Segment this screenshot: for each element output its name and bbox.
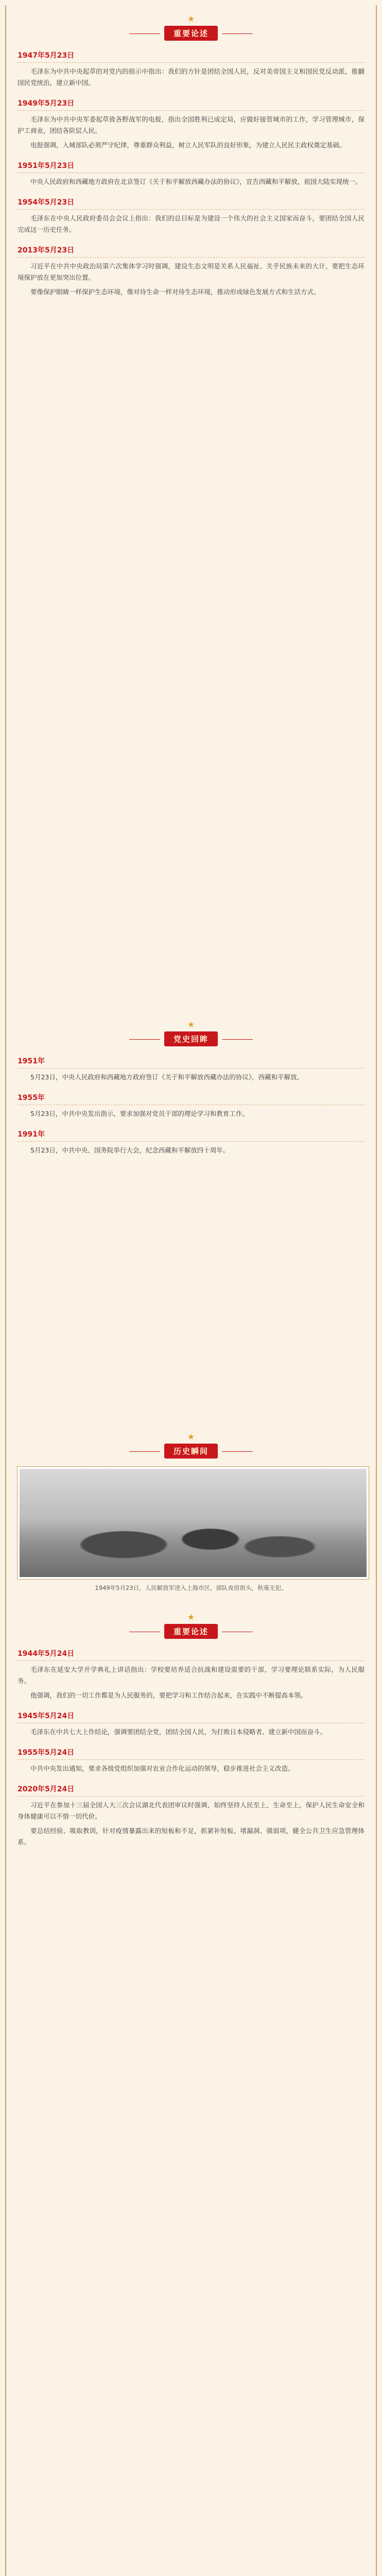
entry-paragraph: 毛泽东在中共七大上作结论，强调要团结全党，团结全国人民，为打败日本侵略者、建立新中国而奋斗。: [30, 1728, 327, 1736]
section-important-remarks-1: [18, 14, 364, 301]
entry-date: 1945年5月24日: [18, 1710, 364, 1723]
entry-date: 1991年: [18, 1129, 364, 1142]
entry-date: 1951年: [18, 1056, 364, 1069]
star-icon: ★: [187, 14, 195, 24]
section-historic-moment-1: [18, 1432, 364, 1592]
entry-paragraph: 习近平在中共中央政治局第六次集体学习时强调，建设生态文明是关系人民福祉、关乎民族未来的大计，要把生态环境保护放在更加突出位置。: [18, 262, 364, 281]
entry-date: 1947年5月23日: [18, 50, 364, 63]
star-icon: ★: [187, 1612, 195, 1622]
entry-date: 2013年5月23日: [18, 245, 364, 258]
entry-date: 1955年5月24日: [18, 1747, 364, 1760]
photo-caption: 1949年5月23日，人民解放军进入上海市区，部队夜宿街头，秋毫无犯。: [95, 1584, 287, 1591]
section-badge: 重要论述: [164, 1624, 218, 1639]
page-frame: [5, 5, 377, 2576]
entry-paragraph: 5月23日，中共中央、国务院举行大会，纪念西藏和平解放四十周年。: [30, 1146, 230, 1154]
entry-paragraph: 要像保护眼睛一样保护生态环境，像对待生命一样对待生态环境，推动形成绿色发展方式和生活方式。: [30, 288, 320, 296]
entry-date: 1955年: [18, 1092, 364, 1105]
historic-photo: [18, 1467, 369, 1579]
entry-paragraph: 毛泽东在延安大学开学典礼上讲话指出：学校要培养适合抗战和建设需要的干部，学习要理论联系实际，为人民服务。: [18, 1666, 364, 1685]
entry-paragraph: 毛泽东在中央人民政府委员会会议上指出：我们的总目标是为建设一个伟大的社会主义国家而奋斗，要团结全国人民完成这一历史任务。: [18, 214, 364, 233]
entry-paragraph: 5月23日，中央人民政府和西藏地方政府签订《关于和平解放西藏办法的协议》，西藏和平解放。: [30, 1073, 304, 1081]
entry-paragraph: 毛泽东为中共中央军委起草致各野战军的电报，指出全国胜利已成定局，应做好接管城市的工作，学习管理城市，保护工商业，团结各阶层人民。: [18, 115, 364, 134]
entry-date: 2020年5月24日: [18, 1784, 364, 1797]
entry-paragraph: 习近平在参加十三届全国人大三次会议湖北代表团审议时强调，始终坚持人民至上、生命至上，保护人民生命安全和身体健康可以不惜一切代价。: [18, 1801, 364, 1820]
entry-date: 1944年5月24日: [18, 1648, 364, 1661]
section-badge: 党史回眸: [164, 1031, 218, 1046]
entry-date: 1949年5月23日: [18, 98, 364, 111]
entry-date: 1951年5月23日: [18, 160, 364, 173]
section-history-review-1: [18, 1020, 364, 1159]
section-important-remarks-2: [18, 1613, 364, 1851]
entry-paragraph: 毛泽东为中共中央起草的对党内的指示中指出：我们的方针是团结全国人民，反对美帝国主义和国民党反动派，推翻国民党统治，建立新中国。: [18, 67, 364, 87]
entry-paragraph: 电报强调，入城部队必须严守纪律，尊重群众利益，树立人民军队的良好形象，为建立人民民主政权奠定基础。: [30, 141, 346, 149]
entry-paragraph: 他强调，我们的一切工作都是为人民服务的，要把学习和工作结合起来，在实践中不断提高本领。: [30, 1691, 307, 1699]
entry-paragraph: 5月23日，中共中央发出指示，要求加强对党员干部的理论学习和教育工作。: [30, 1110, 249, 1117]
section-badge: 历史瞬间: [164, 1444, 218, 1459]
section-badge: 重要论述: [164, 26, 218, 41]
star-icon: ★: [187, 1432, 195, 1442]
entry-paragraph: 中央人民政府和西藏地方政府在北京签订《关于和平解放西藏办法的协议》，宣告西藏和平解放，祖国大陆实现统一。: [30, 178, 362, 185]
entry-date: 1954年5月23日: [18, 197, 364, 210]
entry-paragraph: 中共中央发出通知，要求各级党组织加强对农业合作化运动的领导，稳步推进社会主义改造。: [30, 1765, 294, 1772]
star-icon: ★: [187, 1020, 195, 1029]
entry-paragraph: 要总结经验、吸取教训，针对疫情暴露出来的短板和不足，抓紧补短板、堵漏洞、强弱项，健全公共卫生应急管理体系。: [18, 1827, 364, 1846]
